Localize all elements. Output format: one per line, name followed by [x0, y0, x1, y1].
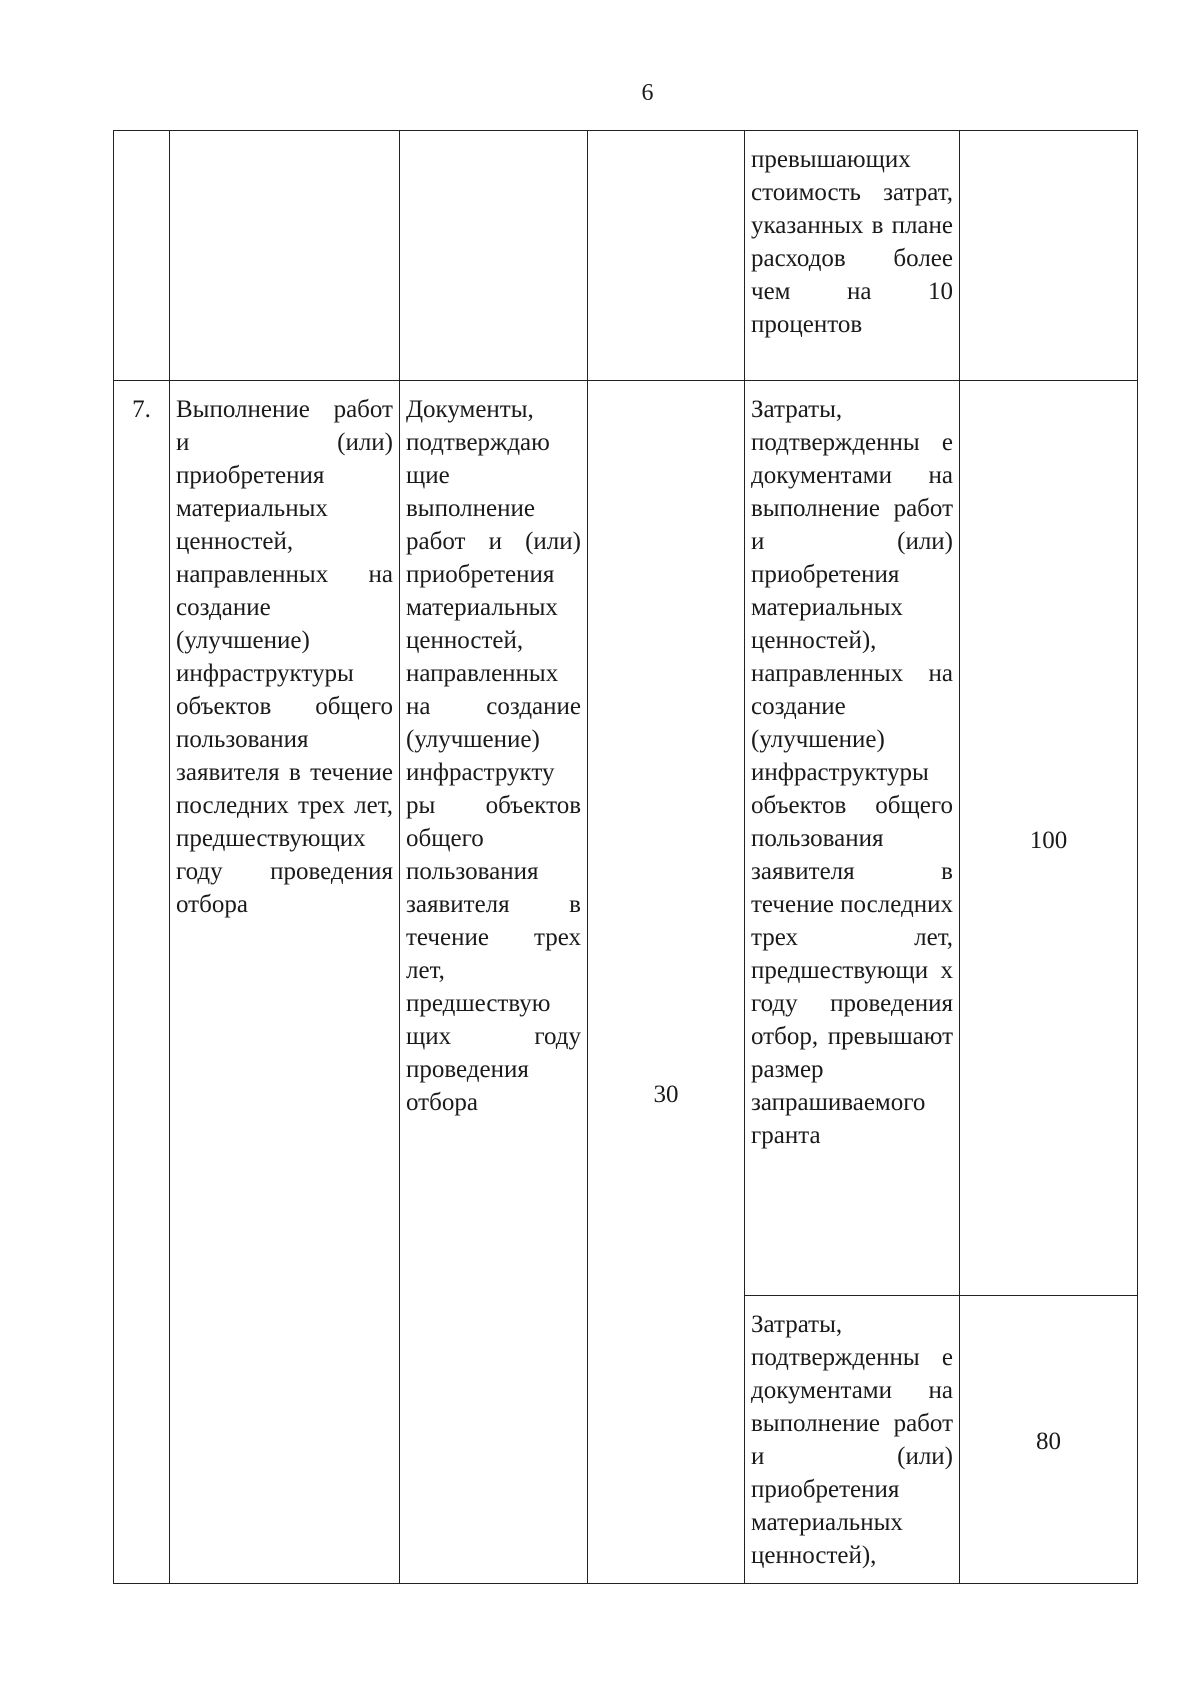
- cell-weight: [588, 131, 745, 381]
- documents-text: Документы, подтверждаю щие выполнение работ и (или) приобретения материальных ценностей, направленных на создание (улучшение) инфраструкту ры объектов общего пользования заявителя в течение трех лет, предшествую щих году проведения отбора: [400, 381, 588, 1584]
- score-value: 100: [960, 381, 1138, 1296]
- weight-cell: [588, 381, 745, 1584]
- score-value: 80: [960, 1296, 1138, 1584]
- row-number: 7.: [114, 381, 170, 1584]
- weight-value: 30: [653, 1080, 679, 1108]
- criterion-text: Выполнение работ и (или) приобретения материальных ценностей, направленных на создание (улучшение) инфраструктуры объектов общего пользования заявителя в течение последних трех лет, предшествующих году проведения отбора: [170, 381, 400, 1584]
- cell-documents: [400, 131, 588, 381]
- cell-condition: превышающих стоимость затрат, указанных в плане расходов более чем на 10 процентов: [745, 131, 960, 381]
- table-row-continuation: [114, 131, 1138, 381]
- cell-score: [960, 131, 1138, 381]
- cell-number: [114, 131, 170, 381]
- criteria-table: [113, 130, 1138, 1584]
- condition-text: Затраты, подтвержденны е документами на выполнение работ и (или) приобретения материальных ценностей), направленных на создание (улучшение) инфраструктуры объектов общего пользования заявителя в течение последних трех лет, предшествующи х году проведения отбор, превышают размер запрашиваемого гранта: [745, 381, 960, 1296]
- cell-criterion: [170, 131, 400, 381]
- page-number: 6: [641, 80, 654, 106]
- table-row-7-condition-1: [114, 381, 1138, 1296]
- condition-text: Затраты, подтвержденны е документами на выполнение работ и (или) приобретения материальных ценностей),: [745, 1296, 960, 1584]
